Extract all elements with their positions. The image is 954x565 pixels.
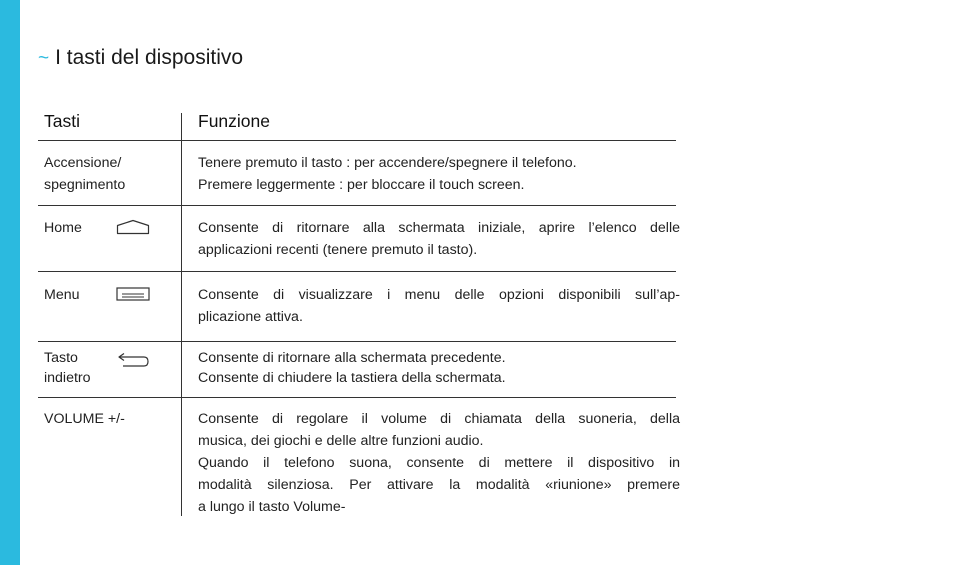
page-title	[38, 46, 243, 70]
table-row-key-menu: Menu	[44, 287, 80, 303]
row-rule	[38, 341, 676, 342]
table-row-function-power: Tenere premuto il tasto : per accendere/spegnere il telefono. Premere leggermente : per bloccare il touch screen.	[198, 155, 577, 193]
table-row-function-menu: Consente di visualizzare i menu delle opzioni disponibili sull’ap- plicazione attiva.	[198, 287, 680, 325]
column-divider	[181, 113, 182, 516]
row-rule	[38, 205, 676, 206]
table-row-function-home: Consente di ritornare alla schermata iniziale, aprire l’elenco delle applicazioni recenti (tenere premuto il tasto).	[198, 220, 680, 258]
table-row-function-volume: Consente di regolare il volume di chiamata della suoneria, della musica, dei giochi e delle altre funzioni audio. Quando il telefono suona, consente di mettere il dispositivo in modalità silenziosa. Per attivare la modalità «riunione» premere a lungo il tasto Volume-	[198, 411, 680, 515]
table-row-key-power: Accensione/ spegnimento	[44, 155, 126, 193]
table-row-key-volume: VOLUME +/-	[44, 411, 125, 427]
table-row-key-home: Home	[44, 220, 82, 236]
table-row-key-back: Tasto indietro	[44, 350, 91, 386]
header-rule	[38, 140, 676, 141]
title-text: I tasti del dispositivo	[55, 46, 244, 69]
back-key-icon	[115, 352, 151, 370]
menu-key-icon	[116, 287, 150, 301]
row-rule	[38, 397, 676, 398]
table-row-function-back: Consente di ritornare alla schermata precedente. Consente di chiudere la tastiera della schermata.	[198, 350, 506, 386]
column-header-function: Funzione	[198, 111, 270, 131]
accent-side-bar	[0, 0, 20, 565]
row-rule	[38, 271, 676, 272]
title-marker: ~	[38, 48, 50, 69]
column-header-keys: Tasti	[44, 111, 80, 131]
home-key-icon	[116, 219, 150, 235]
